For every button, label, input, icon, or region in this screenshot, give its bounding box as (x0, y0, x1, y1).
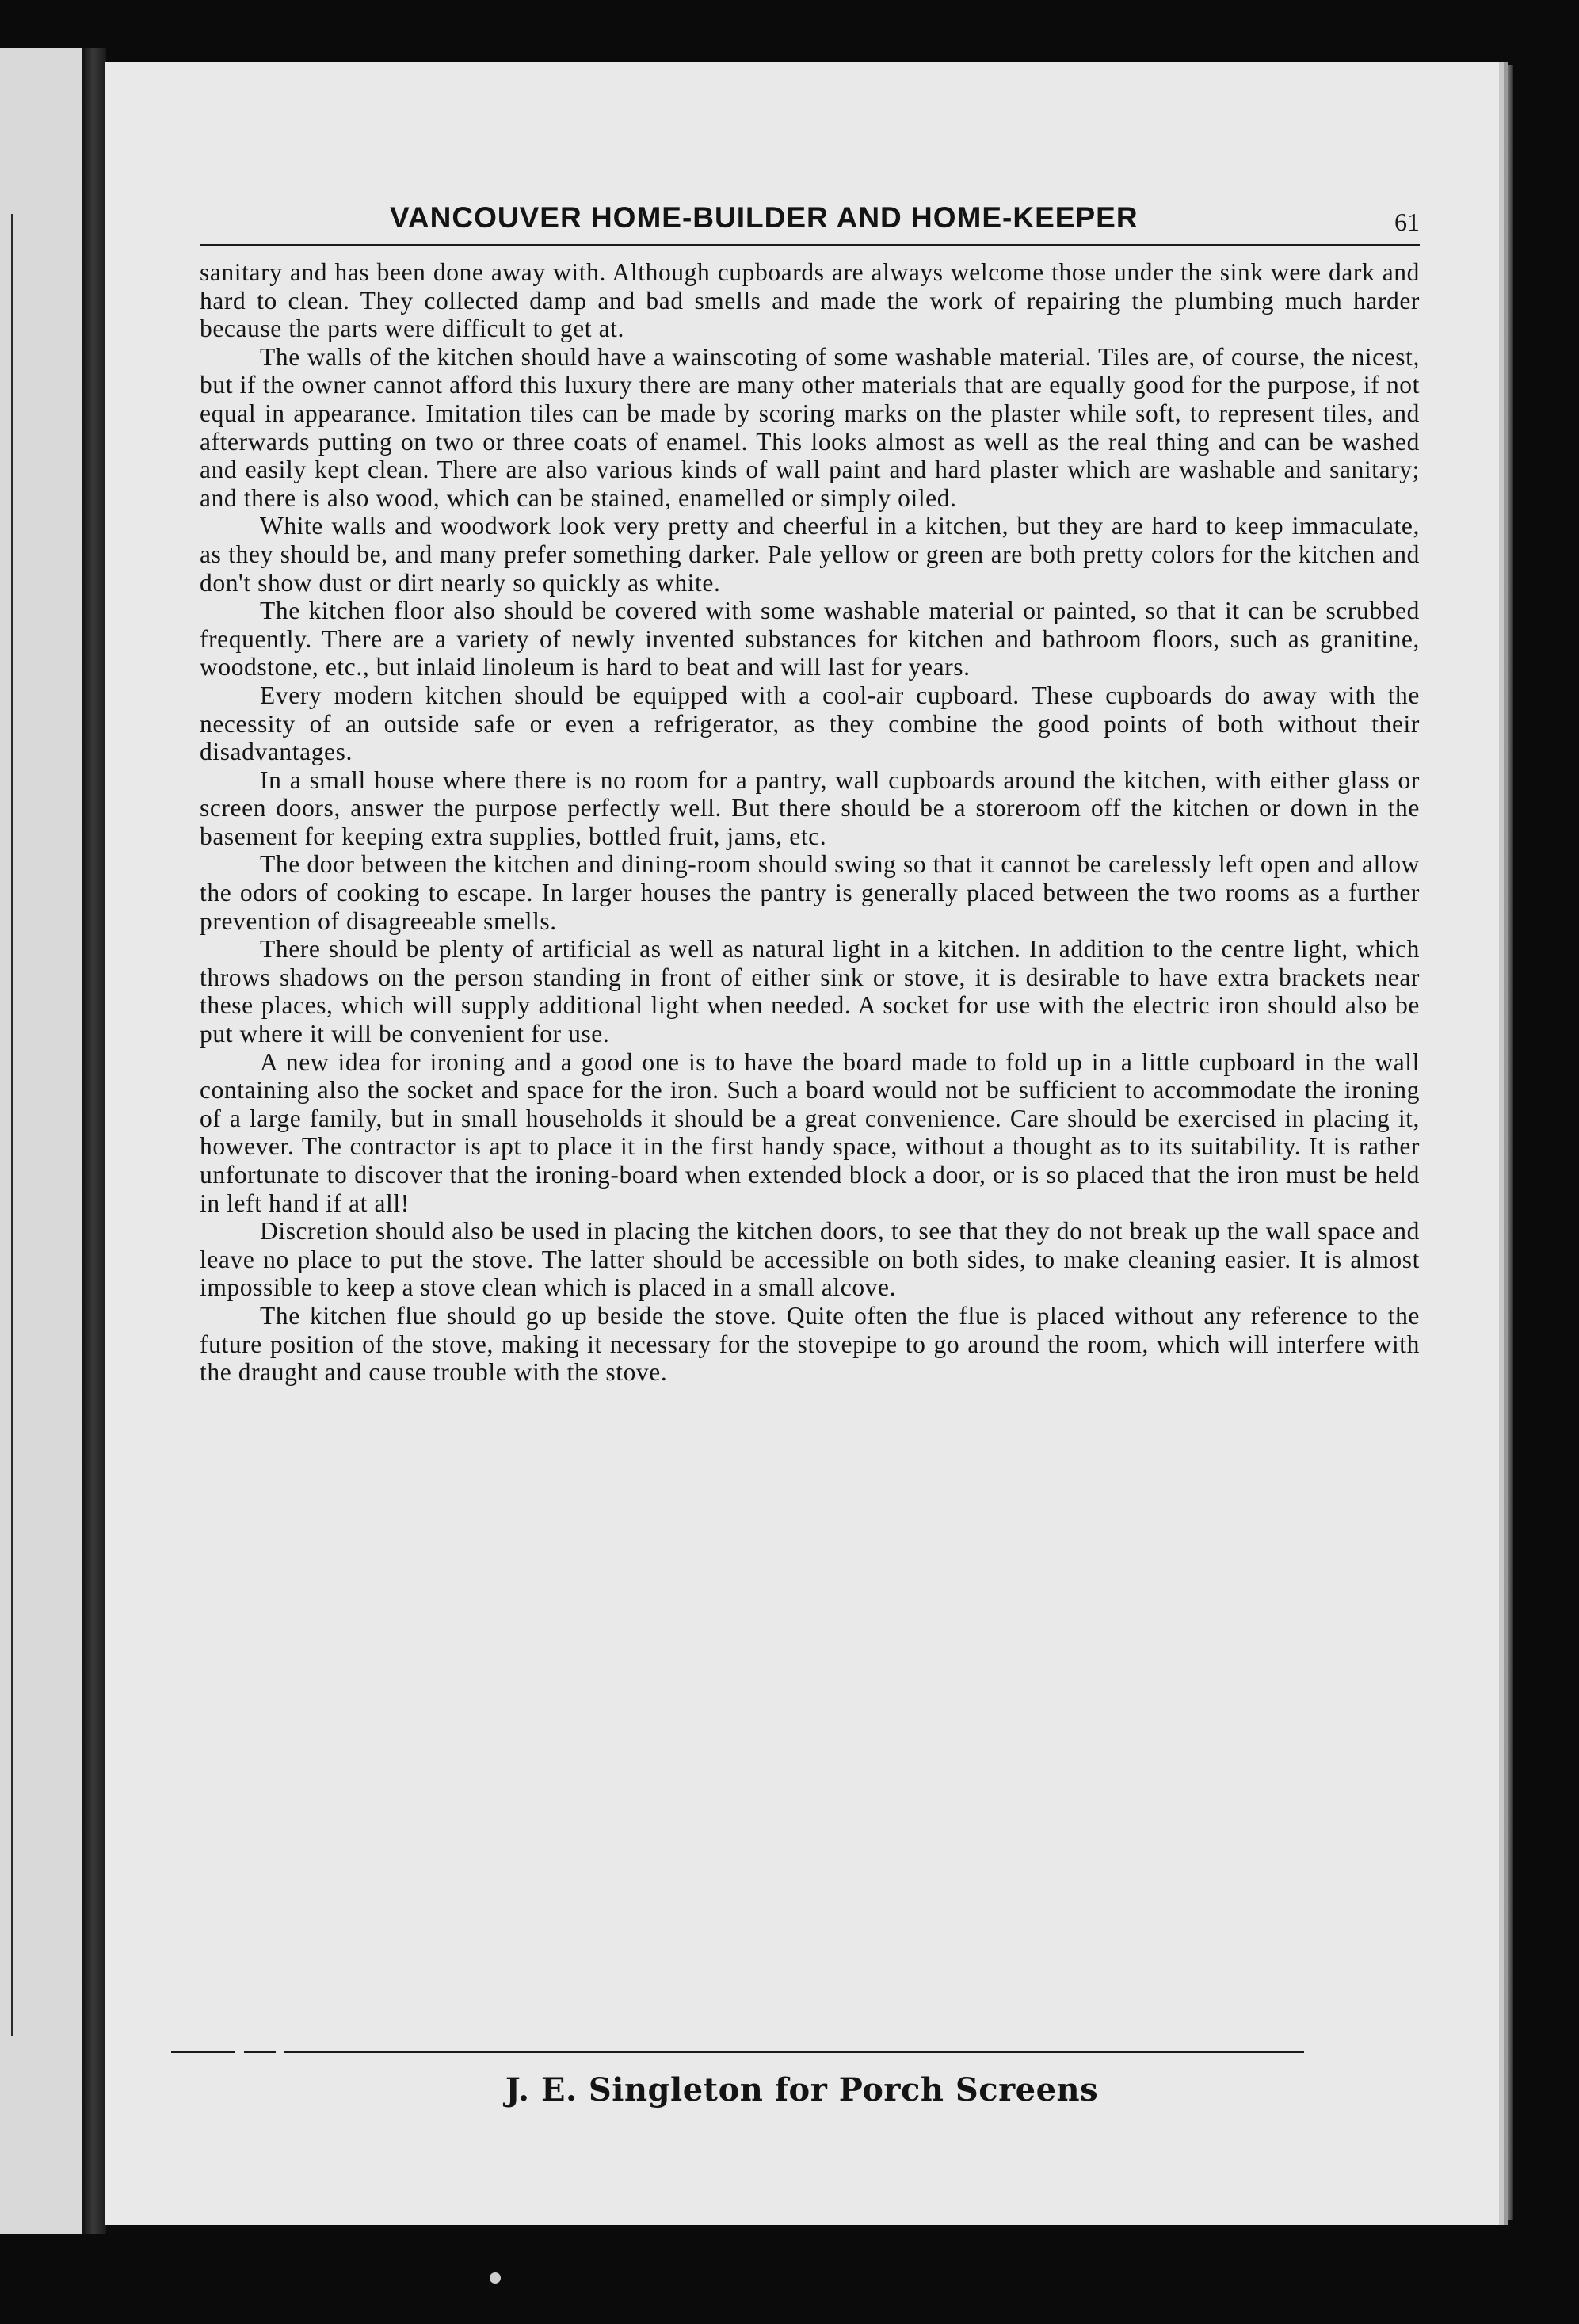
paragraph: The door between the kitchen and dining-room should swing so that it cannot be carelessly left open and allow the odors of cooking to escape. In larger houses the pantry is generally placed between the two rooms as a further prevention of disagreeable smells. (200, 850, 1420, 935)
facing-page-edge (0, 48, 89, 2234)
paragraph: The walls of the kitchen should have a wainscoting of some washable material. Tiles are, of course, the nicest, but if the owner cannot afford this luxury there are many other materials that are equally good for the purpose, if not equal in appearance. Imitation tiles can be made by scoring marks on the plaster while soft, to represent tiles, and afterwards putting on two or three coats of enamel. This looks almost as well as the real thing and can be washed and easily kept clean. There are also various kinds of wall paint and hard plaster which are washable and sanitary; and there is also wood, which can be stained, enamelled or simply oiled. (200, 342, 1420, 512)
footer-rule-dash (244, 2051, 276, 2053)
footer-rule (284, 2051, 1304, 2053)
footer-rule-dash (171, 2051, 235, 2053)
book-gutter (82, 48, 106, 2234)
running-header (200, 197, 1420, 246)
page-stack-edge (1497, 65, 1513, 2220)
page-number: 61 (1394, 208, 1420, 236)
paragraph: Every modern kitchen should be equipped with a cool-air cupboard. These cupboards do away with the necessity of an outside safe or even a refrigerator, as they combine the good points of both without their disadvantages. (200, 681, 1420, 766)
running-header-title: VANCOUVER HOME-BUILDER AND HOME-KEEPER (390, 201, 1138, 234)
paragraph: There should be plenty of artificial as well as natural light in a kitchen. In addition to the centre light, which throws shadows on the person standing in front of either sink or stove, it is desirable to have extra brackets near these places, which will supply additional light when needed. A socket for use with the electric iron should also be put where it will be convenient for use. (200, 935, 1420, 1048)
paragraph: Discretion should also be used in placing the kitchen doors, to see that they do not break up the wall space and leave no place to put the stove. The latter should be accessible on both sides, to make cleaning easier. It is almost impossible to keep a stove clean which is placed in a small alcove. (200, 1217, 1420, 1302)
page (105, 62, 1499, 2225)
facing-page-rule (11, 214, 13, 2036)
paragraph: The kitchen floor also should be covered with some washable material or painted, so that it can be scrubbed frequently. There are a variety of newly invented substances for kitchen and bathroom floors, such as granitine, woodstone, etc., but inlaid linoleum is hard to beat and will last for years. (200, 597, 1420, 681)
paragraph: The kitchen flue should go up beside the stove. Quite often the flue is placed without any reference to the future position of the stove, making it necessary for the stovepipe to go around the room, which will interfere with the draught and cause trouble with the stove. (200, 1301, 1420, 1387)
paragraph: A new idea for ironing and a good one is to have the board made to fold up in a little cupboard in the wall containing also the socket and space for the iron. Such a board would not be sufficient to accommodate the ironing of a large family, but in small households it should be a great convenience. Care should be exercised in placing it, however. The contractor is apt to place it in the first handy space, without a thought as to its suitability. It is rather unfortunate to discover that the ironing-board when extended block a door, or is so placed that the iron must be held in left hand if at all! (200, 1048, 1420, 1217)
article-body (200, 258, 1420, 1387)
footer-advertisement: J. E. Singleton for Porch Screens (505, 2071, 1099, 2108)
scan-speck (490, 2272, 501, 2284)
paragraph: sanitary and has been done away with. Although cupboards are always welcome those under the sink were dark and hard to clean. They collected damp and bad smells and made the work of repairing the plumbing much harder because the parts were difficult to get at. (200, 258, 1420, 343)
paragraph: White walls and woodwork look very pretty and cheerful in a kitchen, but they are hard to keep immaculate, as they should be, and many prefer something darker. Pale yellow or green are both pretty colors for the kitchen and don't show dust or dirt nearly so quickly as white. (200, 512, 1420, 597)
paragraph: In a small house where there is no room for a pantry, wall cupboards around the kitchen, with either glass or screen doors, answer the purpose perfectly well. But there should be a storeroom off the kitchen or down in the basement for keeping extra supplies, bottled fruit, jams, etc. (200, 765, 1420, 850)
